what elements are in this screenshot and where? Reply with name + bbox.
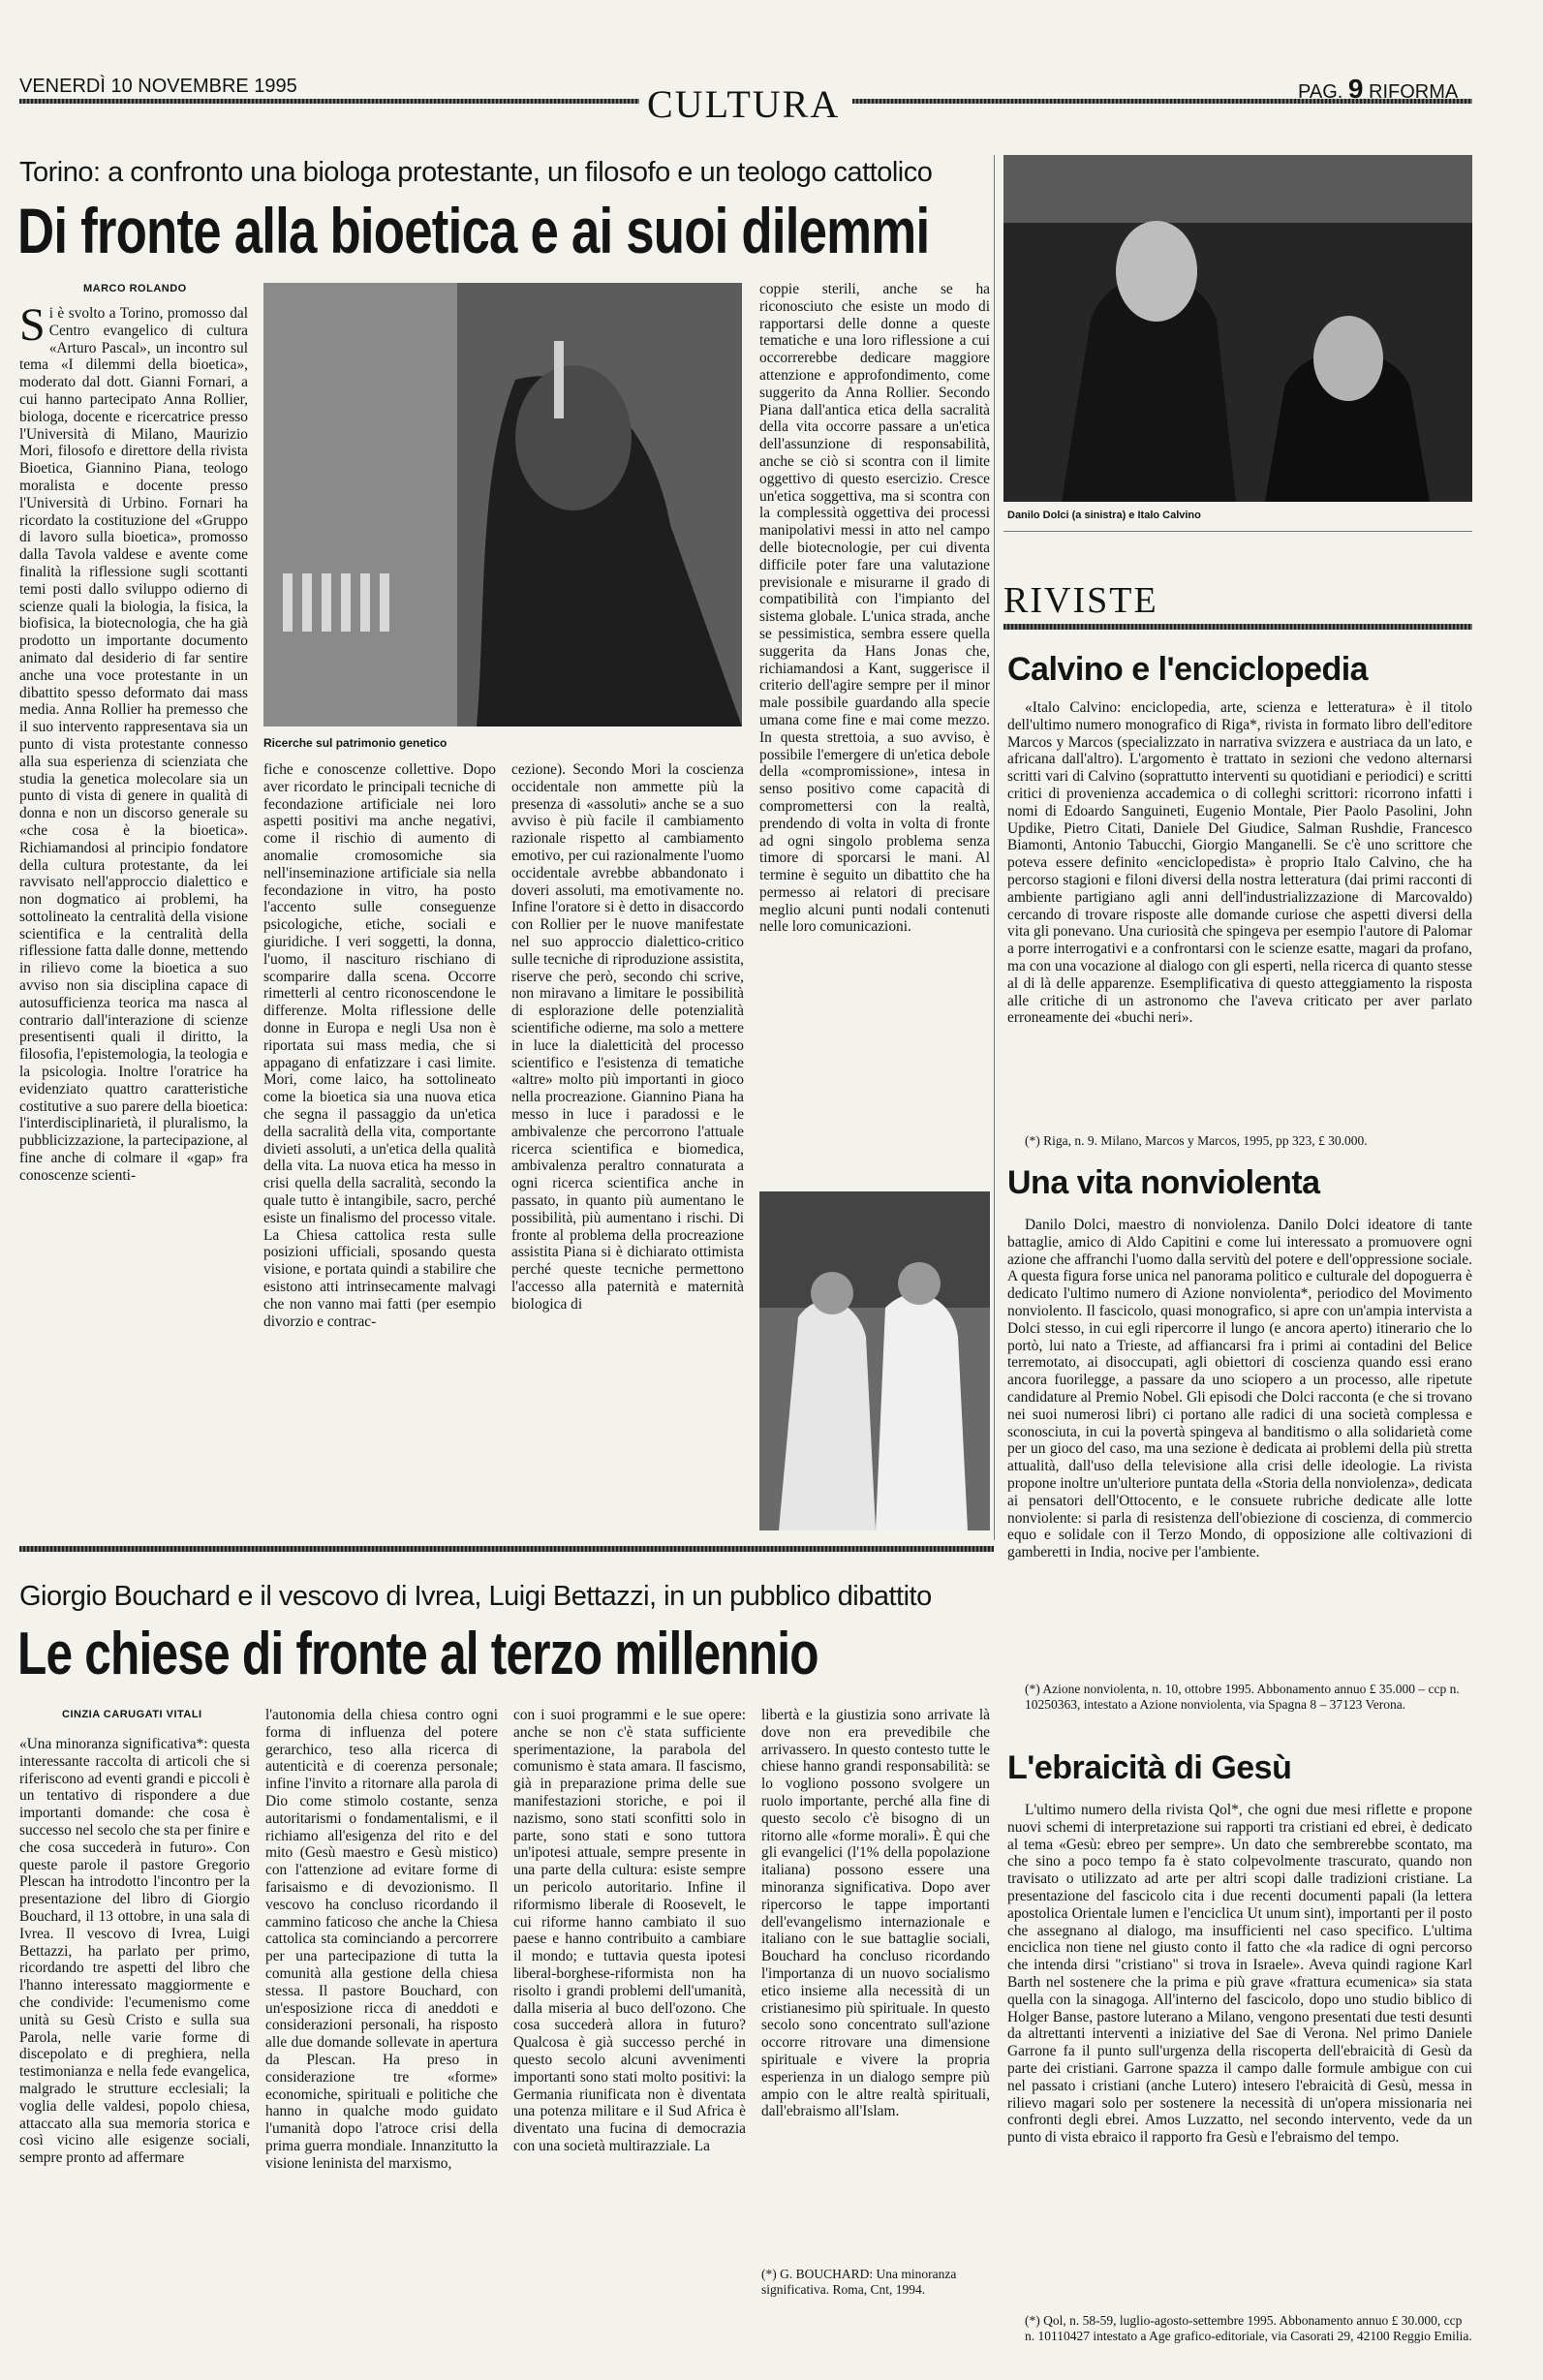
article1-byline: MARCO ROLANDO <box>83 283 187 294</box>
lab-photo <box>263 283 742 726</box>
article2-note: (*) G. BOUCHARD: Una minoranza significativa. Roma, Cnt, 1994. <box>761 2267 957 2297</box>
article2-title: Le chiese di fronte al terzo millennio <box>17 1621 818 1687</box>
dolci-note: (*) Azione nonviolenta, n. 10, ottobre 1995. Abbonamento annuo £ 35.000 – ccp n. 10250363, intestato a Azione nonviolenta, via Spagna 8 – 37123 Verona. <box>1025 1682 1460 1712</box>
article-separator <box>19 1546 994 1552</box>
article2-column-1: «Una minoranza significativa*: questa interessante raccolta di articoli che si riferiscono ad eventi grandi e piccoli è un tentativo di rispondere a due importanti domande: che cosa è successo nel secolo che sta per finire e che cosa succederà in futuro». Con queste parole il pastore Gregorio Plescan ha introdotto l'incontro per la presentazione del libro di Giorgio Bouchard, il 13 ottobre, in una sala di Ivrea. Il vescovo di Ivrea, Luigi Bettazzi, ha parlato per primo, ricordando tre aspetti del libro che l'hanno interessato maggiormente e che condivide: l'ecumenismo come unità su Gesù Cristo e sulla sua Parola, nelle varie forme di discepolato e di preghiera, nella testimonianza e nella fede evangelica, malgrado le strutture ecclesiali; la voglia delle valdesi, popolo chiesa, attaccato alla sua memoria storica e così vicino alle esigenze sociali, sempre pronto ad affermare <box>19 1736 250 2167</box>
article2-column-2: l'autonomia della chiesa contro ogni forma di influenza del potere gerarchico, teso alla ricerca di autenticità e di coerenza personale; infine l'invito a ritornare alla parola di Dio come stimolo costante, senza autoritarismi o fondamentalismi, e il richiamo all'esigenza del rito e del mito (Gesù maestro e Gesù mistico) con l'attenzione ad evitare forme di farisaismo e di devozionismo. Il vescovo ha concluso ricordando il cammino faticoso che anche la Chiesa cattolica sta cominciando a percorrere per una partecipazione di tutta la comunità alla gestione della chiesa stessa. Il pastore Bouchard, con un'esposizione ricca di aneddoti e considerazioni personali, ha risposto alle due domande sollevate in apertura da Plescan. Ha preso in considerazione tre «forme» economiche, spirituali e politiche che hanno in qualche modo guidato l'umanità dopo l'atroce crisi della prima guerra mondiale. Innanzitutto la visione leninista del marxismo, <box>265 1707 498 2172</box>
article1-column-2: fiche e conoscenze collettive. Dopo aver ricordato le principali tecniche di fecondazione artificiale nei loro aspetti positivi ma anche negativi, come il rischio di aumento di anomalie cromosomiche sia nell'inseminazione artificiale sia nella fecondazione in vitro, ha posto l'accento sulle conseguenze psicologiche, etiche, sociali e giuridiche. I veri soggetti, la donna, l'uomo, il nascituro rischiano di scomparire dalla scena. Occorre rimetterli al centro riconoscendone le differenze. Molta riflessione delle donne in Europa e negli Usa non è riportata sui mass media, che si appagano di enfatizzare i casi limite. Mori, come laico, ha sottolineato come la bioetica sia una nuova etica che segna il passaggio da un'etica della sacralità della vita, comportante divieti assoluti, a un'etica della qualità della vita. La nuova etica ha messo in crisi quella della sacralità, secondo la quale tutto è intangibile, sacro, perché esiste un finalismo del processo vitale. La Chiesa cattolica resta sulle posizioni ufficiali, sposando questa visione, e portata quindi a stabilire che esistono atti intrinsecamente malvagi che non vanno mai fatti (per esempio divorzio e contrac- <box>263 761 496 1330</box>
scientists-photo <box>759 1191 990 1530</box>
dolci-body: Danilo Dolci, maestro di nonviolenza. Danilo Dolci ideatore di tante battaglie, amico di Aldo Capitini e come lui interessato a promuovere ogni azione che affranchi l'uomo dalla servitù del potere e dell'oppressione sociale. A questa figura forse unica nel panorama politico e culturale del dopoguerra è dedicato l'ultimo numero di Azione nonviolenta*, periodico del Movimento nonviolento. Il fascicolo, quasi monografico, si apre con un'ampia intervista a Dolci stesso, in cui egli ripercorre il lungo (e ancora aperto) itinerario che lo portò, lui nato a Trieste, ad affiancarsi fra i primi ai contadini del Belice terremotato, ai disoccupati, agli obiettori di coscienza quando essi erano ancora fuorilegge, a passare da uno sciopero a un processo, alle ripetute candidature al Premio Nobel. Gli episodi che Dolci racconta (e che si trovano nei suoi numerosi libri) ci portano alle radici di una società complessa e sconosciuta, in cui la povertà spingeva al banditismo o alla solidarietà come per un gioco del caso, ma una sezione è dedicata ai problemi della più stretta attualità, dall'uso della televisione alla crisi delle ideologie. La rivista propone inoltre un'ulteriore puntata della «Storia della nonviolenza», dedicata ai pensatori dell'Ottocento, e le consuete rubriche dedicate alle lotte nonviolente: si parla di resistenza dell'obiezione di coscienza, di commercio equo e solidale con il Terzo Mondo, di opposizione alle coltivazioni di gamberetti in India, nocive per l'ambiente. <box>1007 1217 1472 1561</box>
article2-kicker: Giorgio Bouchard e il vescovo di Ivrea, Luigi Bettazzi, in un pubblico dibattito <box>19 1581 932 1612</box>
article2-column-3: con i suoi programmi e le sue opere: anche se non c'è stata sufficiente sperimentazione, la parabola del comunismo è stata amara. Il fascismo, già in preparazione prima delle sue manifestazioni storiche, e poi il nazismo, sono stati sconfitti solo in parte, sono stati e sono tuttora un'ipotesi attuale, sempre presente in una parte della cultura: esiste sempre un pericolo autoritario. Infine il riformismo liberale di Roosevelt, le cui riforme hanno cambiato il suo paese e hanno contribuito a cambiare il mondo; e tuttavia questa ipotesi liberal-borghese-riformista non ha risolto i grandi problemi dell'umanità, dalla miseria al buco dell'ozono. Che cosa succederà allora in futuro? Qualcosa è già successo perché in questo secolo alcuni avvenimenti importanti sono stati molto positivi: la Germania riunificata non è diventata una potenza militare e il Sud Africa è diventato una fucina di democrazia con una società multirazziale. La <box>513 1707 746 2154</box>
section-title: CULTURA <box>647 82 841 126</box>
gesu-note: (*) Qol, n. 58-59, luglio-agosto-settembre 1995. Abbonamento annuo £ 30.000, ccp n. 10110427 intestato a Age grafico-editoriale, via Casorati 29, 42100 Reggio Emilia. <box>1025 2313 1472 2343</box>
gesu-body: L'ultimo numero della rivista Qol*, che ogni due mesi riflette e propone nuovi schemi di interpretazione sui rapporti tra cristiani ed ebrei, è dedicato al tema «Gesù: ebreo per sempre». Un dato che sembrerebbe scontato, ma che sino a poco tempo fa è stato colpevolmente trascurato, quando non travisato o utilizzato ad arte per altri scopi dalle tradizioni cristiane. La presentazione del fascicolo cita i due recenti documenti papali (la lettera apostolica Orientale lumen e l'enciclica Ut unum sint), importanti per il posto che assegnano al dialogo, ma insufficienti nel caso specifico. L'ultima enciclica non tiene nel giusto conto il fatto che «la radice di ogni percorso che intenda dirsi "cristiano" si trova in Israele». Aveva quindi ragione Karl Barth nel sostenere che la prima e più grave «frattura ecumenica» sia stata quella con la sinagoga. All'interno del fascicolo, dopo uno studio biblico di Holger Banse, pastore luterano a Milano, vengono presentati due testi desunti da altrettanti interventi a iniziative del Sae di Verona. Nel primo Daniele Garrone fa il punto sull'urgenza della riscoperta dell'ebraicità di Gesù da parte dei cristiani. Garrone spazza il campo dalle formule ambigue con cui nel passato i cristiani (anche Lutero) intesero l'ebraicità di Gesù, messa in rilievo magari solo per sostenere la necessità di un'opera missionaria nei confronti degli ebrei. Amos Luzzatto, nel secondo intervento, vede da un punto di vista ebraico il rapporto fra Gesù e l'ebraismo del tempo. <box>1007 1802 1472 2147</box>
article1-title: Di fronte alla bioetica e ai suoi dilemmi <box>17 195 930 266</box>
issue-date: VENERDÌ 10 NOVEMBRE 1995 <box>19 76 297 97</box>
article2-byline: CINZIA CARUGATI VITALI <box>62 1709 202 1720</box>
article1-column-1: Si è svolto a Torino, promosso dal Centro evangelico di cultura «Arturo Pascal», un incontro sul tema «I dilemmi della bioetica», moderato dal dott. Gianni Fornari, a cui hanno partecipato Anna Rollier, biologa, docente e ricercatrice presso l'Università di Milano, Maurizio Mori, filosofo e direttore della rivista Bioetica, Giannino Piana, teologo moralista e docente presso l'Università di Urbino. Fornari ha ricordato la costituzione del «Gruppo di lavoro sulla bioetica», promosso dalla Tavola valdese e avente come finalità la riflessione sugli scottanti temi posti dallo sviluppo odierno di scienze quali la biologia, la fisica, la biofisica, la biotecnologia, che ha già prodotto un importante documento animato dal desiderio di far sentire anche una voce protestante in un dibattito spesso deformato dai mass media. Anna Rollier ha premesso che il suo intervento rappresentava sia un punto di vista protestante connesso alla sua esperienza di scienziata che studia la genetica molecolare sia un punto di vista di genere in qualità di donna e non un discorso generale su «che cosa è la bioetica». Richiamandosi al principio fondatore della cultura protestante, da lei ravvisato nell'approccio dialettico e non dogmatico ai problemi, ha sottolineato la centralità della visione scientifica e la centralità della riflessione fatta dalle donne, mettendo in rilievo come la bioetica a suo avviso non sia disciplina capace di autosufficienza teorica ma nasca al contrario dall'interazione di scienze presentisenti quali il diritto, la filosofia, l'epistemologia, la teologia e la psicologia. Inoltre l'oratrice ha evidenziato quattro caratteristiche costitutive a suo parere della bioetica: l'interdisciplinarietà, il pluralismo, la pubblicizzazione, la partecipazione, al fine anche di colmare il «gap» fra conoscenze scienti- <box>19 305 248 1184</box>
dolci-calvino-photo <box>1003 155 1472 502</box>
dropcap: S <box>19 305 46 351</box>
page-number: PAG. 9 RIFORMA <box>1298 74 1459 104</box>
dolci-title: Una vita nonviolenta <box>1007 1164 1320 1201</box>
article2-column-4: libertà e la giustizia sono arrivate là dove non era prevedibile che arrivassero. In questo contesto tutte le chiese hanno grandi responsabilità: se lo vogliono possono svolgere un ruolo importante, perché alla fine di questo secolo c'è bisogno di un ritorno alle «forme morali». È qui che gli evangelici (l'1% della popolazione italiana) possono essere una minoranza significativa. Dopo aver ripercorso le tappe importanti dell'evangelismo internazionale e italiano con le sue battaglie sociali, Bouchard ha concluso ricordando l'importanza di un nuovo socialismo etico insieme alla necessità di un cristianesimo più spirituale. In questo secolo sono concentrato sull'azione occorre ritrovare una dimensione spirituale e vivere la propria esperienza in un dialogo sempre più ampio con le altre realtà spirituali, dall'ebraismo all'Islam. <box>761 1707 990 2120</box>
calvino-title: Calvino e l'enciclopedia <box>1007 651 1369 688</box>
sidebar-rule <box>1003 531 1472 532</box>
sidebar-section-title: RIVISTE <box>1003 580 1158 621</box>
header-rule-left <box>19 99 639 104</box>
article1-column-3: cezione). Secondo Mori la coscienza occidentale non ammette più la presenza di «assoluti» anche se a suo avviso è più facile il cambiamento razionale rispetto al cambiamento emotivo, per cui razionalmente l'uomo occidentale avrebbe abbandonato i doveri assoluti, ma emotivamente no. Infine l'oratore si è detto in disaccordo con Rollier per le nuove manifestate nel suo approccio dialettico-critico sulle tecniche di riproduzione assistita, riserve che però, secondo chi scrive, non miravano a limitare le possibilità di esplorazione delle potenzialità scientifiche odierne, ma solo a mettere in luce la dialetticità del processo scientifico e l'esistenza di tematiche «altre» molto più importanti in gioco nella procreazione. Giannino Piana ha messo in luce i paradossi e le ambivalenze che percorrono l'attuale ricerca scientifica e biomedica, ambivalenza peraltro connaturata a ogni ricerca scientifica anche in passato, in quanto più aumentano le possibilità, più aumentano i rischi. Di fronte al problema della procreazione assistita Piana si è dichiarato ottimista perché queste tecniche permettono l'accesso alla paternità e maternità biologica di <box>511 761 744 1313</box>
lab-photo-caption: Ricerche sul patrimonio genetico <box>263 736 447 750</box>
article1-column-4: coppie sterili, anche se ha riconosciuto che esiste un modo di rapportarsi delle donne a queste tematiche e una loro riflessione a cui occorrerebbe dedicare maggiore attenzione e approfondimento, come suggerito da Anna Rollier. Secondo Piana dall'antica etica della sacralità della vita occorre passare a un'etica dell'assunzione di responsabilità, anche se ciò si scontra con il limite oggettivo di questo esercizio. Cresce un'etica soggettiva, ma si scontra con la complessità oggettiva dei processi manipolativi messi in atto nel campo delle biotecnologie, per cui diventa difficile poter fare una valutazione previsionale e misurarne il grado di compatibilità con l'impianto del sistema globale. L'unica strada, anche se pessimistica, sembra essere quella suggerita da Hans Jonas che, richiamandosi a Kant, suggerisce il criterio dell'agire sempre per il minor male possibile guardando alla specie umana come fine e mai come mezzo. In questa strettoia, a suo avviso, è possibile l'emergere di un'etica debole della «compromissione», intesa in senso positivo come capacità di compromettersi con la realtà, prendendo di volta in volta di fronte ad ogni singolo problema senza timore di sporcarsi le mani. Al termine è seguito un dibattito che ha permesso ai relatori di precisare meglio alcuni punti nodali contenuti nelle loro comunicazioni. <box>759 281 990 936</box>
article1-kicker: Torino: a confronto una biologa protestante, un filosofo e un teologo cattolico <box>19 157 933 188</box>
calvino-body: «Italo Calvino: enciclopedia, arte, scienza e letteratura» è il titolo dell'ultimo numero monografico di Riga*, rivista in formato libro dell'editore Marcos y Marcos (specializzato in narrativa svizzera e austriaca da un lato, e africana dall'altro). L'argomento è trattato in sezioni che vedono alternarsi scritti vari di Calvino (soprattutto interventi su quotidiani e periodici) e scritti critici di provenienza accademica o di colleghi scrittori: ricorrono infatti i nomi di Edoardo Sanguineti, Eugenio Montale, Pier Paolo Pasolini, John Updike, Pietro Citati, Daniele Del Giudice, Salman Rushdie, Francesco Biamonti, Antonio Tabucchi, Giorgio Manganelli. Se c'è uno scrittore che poteva essere definito «enciclopedista» è proprio Italo Calvino, che ha percorso stagioni e filoni diversi della nostra letteratura (dai primi racconti di ambiente partigiano agli anni dell'industrializzazione di Marcovaldo) cercando di trovare risposte alle domande curiose che aspetti diversi della vita gli ponevano. Una curiosità che spingeva per esempio l'autore di Palomar a porre interrogativi e a confrontarsi con le scienze esatte, magari da profano, ma con una vocazione al dialogo con gli esperti, nella ricerca di quanto stesse al di là delle apparenze. Esemplificativa di questo atteggiamento la risposta alle critiche di un astronomo che l'aveva criticato per aver parlato erroneamente dei «buchi neri». <box>1007 699 1472 1027</box>
dolci-calvino-caption: Danilo Dolci (a sinistra) e Italo Calvino <box>1007 510 1201 521</box>
gesu-title: L'ebraicità di Gesù <box>1007 1749 1292 1786</box>
column-divider <box>994 155 995 1540</box>
calvino-note: (*) Riga, n. 9. Milano, Marcos y Marcos, 1995, pp 323, £ 30.000. <box>1025 1133 1368 1148</box>
sidebar-section-rule <box>1003 624 1472 630</box>
